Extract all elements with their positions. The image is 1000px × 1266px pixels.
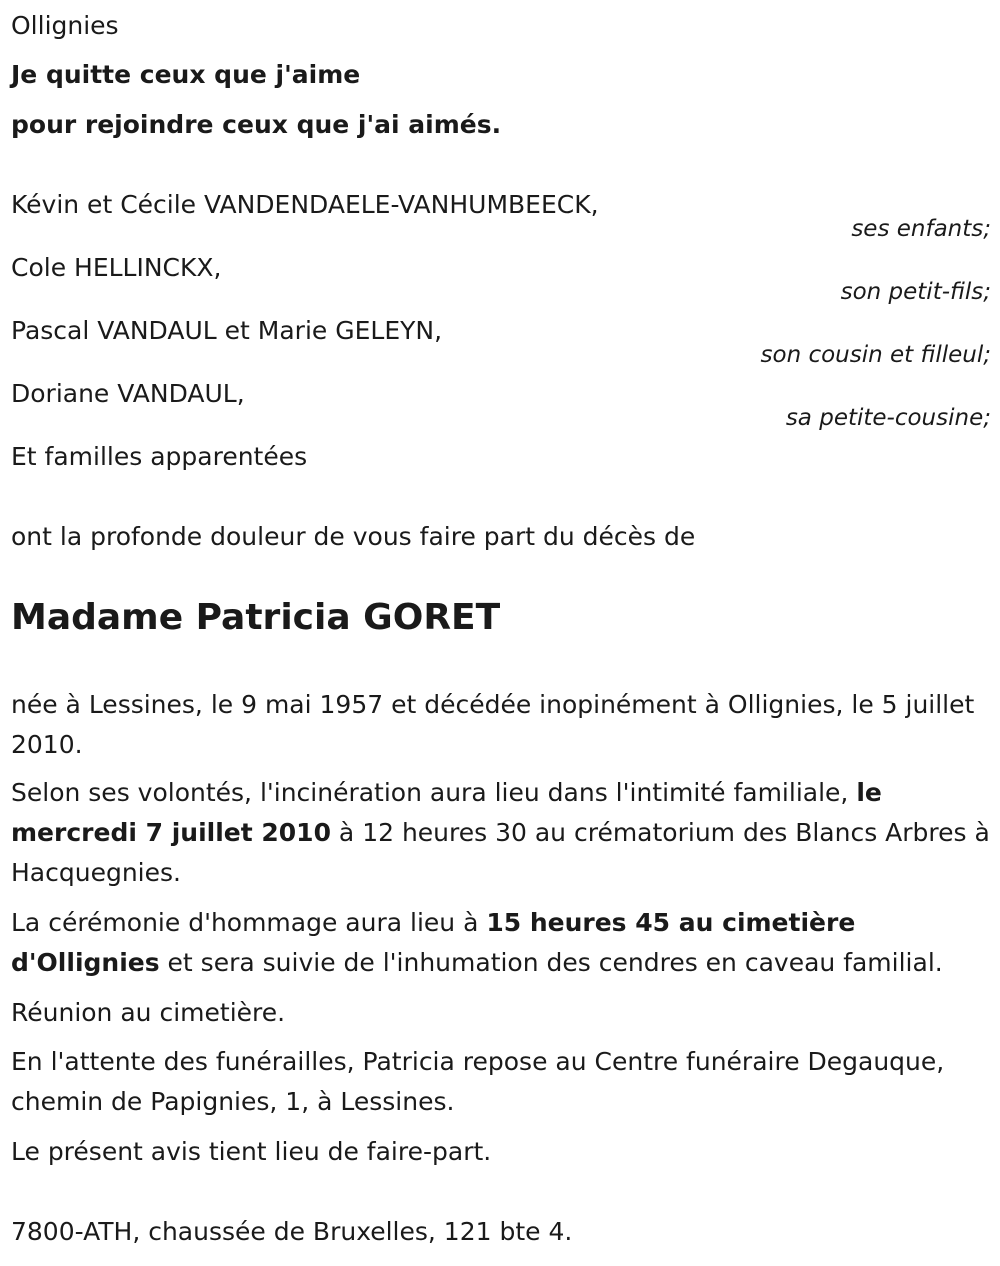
quote-line-1: Je quitte ceux que j'aime (11, 60, 361, 89)
cremation-date: le mercredi 7 juillet 2010 (11, 778, 882, 847)
cremation-text-start: Selon ses volontés, l'incinération aura lieu dans l'intimité familiale, (11, 778, 857, 807)
cremation-paragraph (11, 773, 996, 893)
address-line: 7800-ATH, chaussée de Bruxelles, 121 bte 4. (11, 1217, 573, 1246)
family-member (11, 248, 991, 311)
ceremony-text-start: La cérémonie d'hommage aura lieu à (11, 908, 487, 937)
family-member-name: Kévin et Cécile VANDENDAELE-VANHUMBEECK, (11, 190, 599, 219)
ceremony-time-place: 15 heures 45 au cimetière d'Ollignies (11, 908, 856, 977)
family-member-relation: sa petite-cousine; (785, 405, 991, 431)
family-member (11, 185, 991, 248)
families-line: Et familles apparentées (11, 442, 308, 471)
deceased-name: Madame Patricia GORET (11, 597, 501, 638)
ceremony-paragraph (11, 903, 996, 983)
family-member-relation: son petit-fils; (840, 279, 991, 305)
notice-paragraph: Le présent avis tient lieu de faire-part. (11, 1137, 492, 1166)
quote-line-2: pour rejoindre ceux que j'ai aimés. (11, 110, 502, 139)
announcement-text: ont la profonde douleur de vous faire part du décès de (11, 522, 696, 551)
family-member (11, 374, 991, 437)
family-member-name: Doriane VANDAUL, (11, 379, 245, 408)
family-member (11, 311, 991, 374)
cremation-text-end: à 12 heures 30 au crématorium des Blancs Arbres à Hacquegnies. (11, 818, 990, 887)
birth-death-paragraph: née à Lessines, le 9 mai 1957 et décédée inopinément à Ollignies, le 5 juillet 2010. (11, 690, 975, 759)
family-member-name: Pascal VANDAUL et Marie GELEYN, (11, 316, 443, 345)
place-name: Ollignies (11, 11, 119, 40)
repose-paragraph: En l'attente des funérailles, Patricia repose au Centre funéraire Degauque, chemin de Papignies, 1, à Lessines. (11, 1047, 945, 1116)
ceremony-text-end: et sera suivie de l'inhumation des cendres en caveau familial. (159, 948, 943, 977)
family-member-relation: ses enfants; (851, 216, 991, 242)
family-member-relation: son cousin et filleul; (760, 342, 991, 368)
family-member-name: Cole HELLINCKX, (11, 253, 222, 282)
meeting-paragraph: Réunion au cimetière. (11, 998, 286, 1027)
